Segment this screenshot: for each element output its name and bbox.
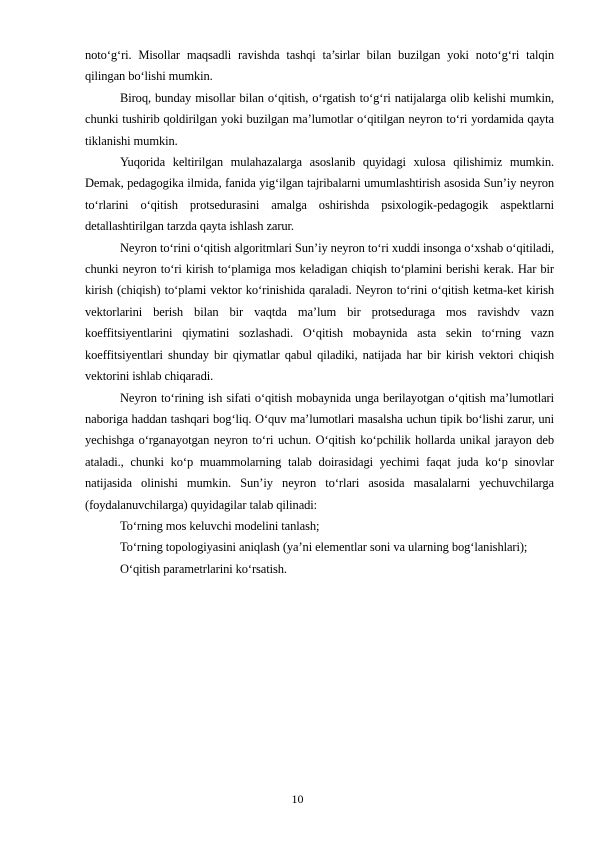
list-item-training-parameters: O‘qitish parametrlarini ko‘rsatish. xyxy=(120,561,287,576)
paragraph-conclusion: Yuqorida keltirilgan mulahazalarga asoslanib quyidagi xulosa qilishimiz mumkin. Demak, pedagogika ilmida, fanida yig‘ilgan tajribalarni umumlashtirish asosida Sun’iy neyron to‘rlarini o‘qitish protsedurasini amalga oshirishda psixologik-pedagogik aspektlarni detallashtirilgan tarzda qayta ishlash zarur. xyxy=(85,155,554,234)
list-item-topology: To‘rning topologiyasini aniqlash (ya’ni elementlar soni va ularning bog‘lanishlari); xyxy=(120,540,528,555)
paragraph-continuation: noto‘g‘ri. Misollar maqsadli ravishda tashqi ta’sirlar bilan buzilgan yoki noto‘g‘ri talqin qilingan bo‘lishi mumkin. xyxy=(85,48,554,84)
paragraph-training-examples: Biroq, bunday misollar bilan o‘qitish, o‘rgatish to‘g‘ri natijalarga olib kelishi mumkin, chunki tushirib qoldirilgan yoki buzilgan ma’lumotlar o‘qitilgan neyron to‘ri yordamida qayta tiklanishi mumkin. xyxy=(85,90,554,148)
page-body xyxy=(85,45,554,580)
list-item-model-selection: To‘rning mos keluvchi modelini tanlash; xyxy=(120,518,320,533)
paragraph-training-quality: Neyron to‘rining ish sifati o‘qitish mobaynida unga berilayotgan o‘qitish ma’lumotlari naboriga haddan tashqari bog‘liq. O‘quv ma’lumotlari masalsha uchun tipik bo‘lishi zarur, uni yechishga o‘rganayotgan neyron to‘ri uchun. O‘qitish ko‘pchilik hollarda unikal jarayon deb ataladi., chunki ko‘p muammolarning talab doirasidagi yechimi faqat juda ko‘p sinovlar natijasida olinishi mumkin. Sun’iy neyron to‘rlari asosida masalalarni yechuvchilarga (foydalanuvchilarga) quyidagilar talab qilinadi: xyxy=(85,390,554,512)
page-number: 10 xyxy=(291,792,304,806)
paragraph-training-algorithms: Neyron to‘rini o‘qitish algoritmlari Sun’iy neyron to‘ri xuddi insonga o‘xshab o‘qitiladi, chunki neyron to‘ri kirish to‘plamiga mos keladigan chiqish to‘plamini berishi kerak. Har bir kirish (chiqish) to‘plami vektor ko‘rinishida qaraladi. Neyron to‘rini o‘qitish ketma-ket kirish vektorlarini berish bilan bir vaqtda ma’lum bir protseduraga mos ravishdv vazn koeffitsiyentlarini qiymatini sozlashadi. O‘qitish mobaynida asta sekin to‘rning vazn koeffitsiyentlari shunday bir qiymatlar qabul qiladiki, natijada har bir kirish vektori chiqish vektorini ishlab chiqaradi. xyxy=(85,240,554,384)
